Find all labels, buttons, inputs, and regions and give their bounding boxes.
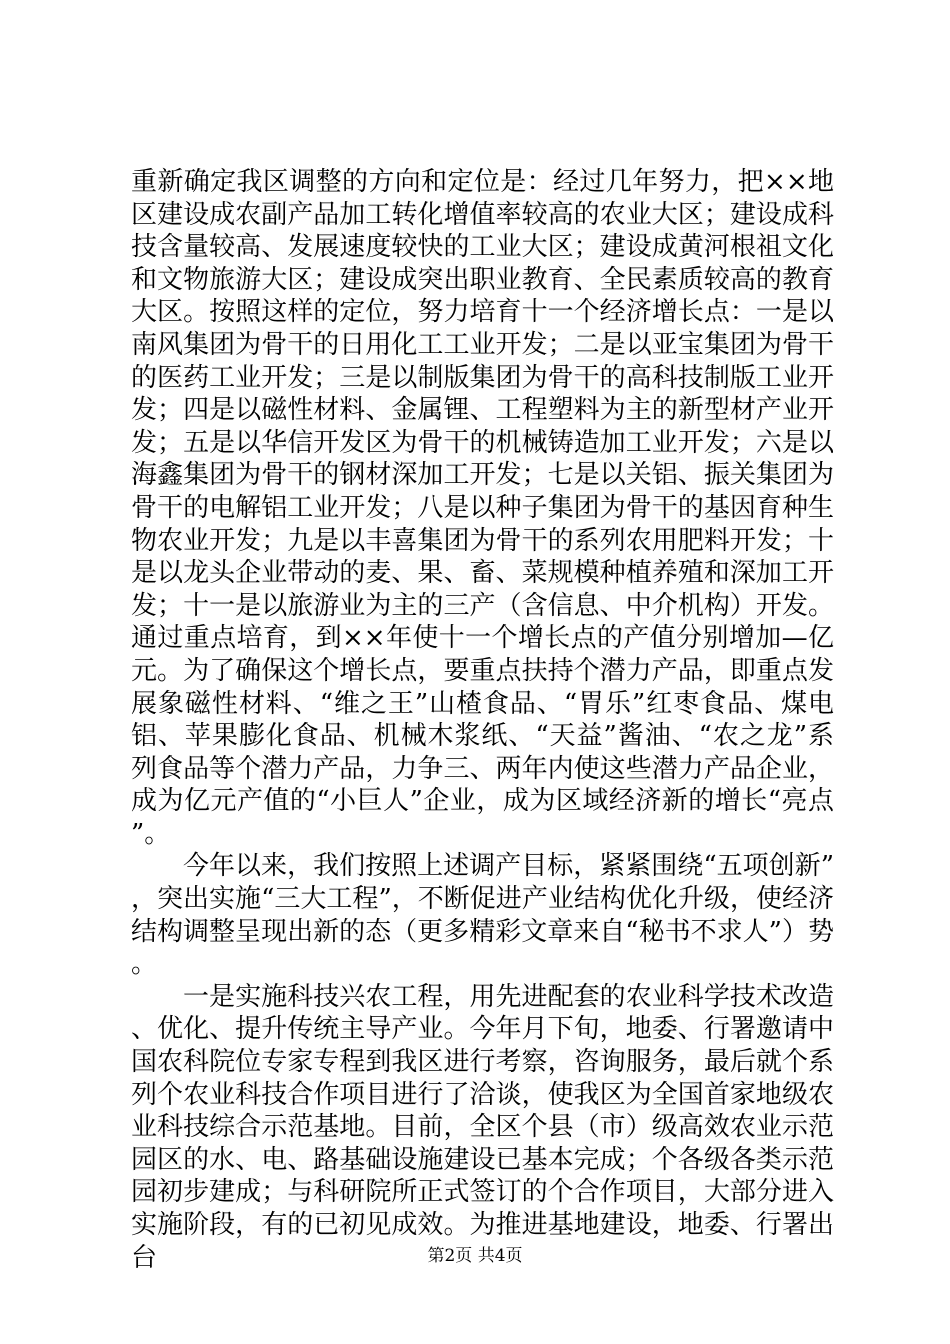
paragraph-3: 一是实施科技兴农工程，用先进配套的农业科学技术改造、优化、提升传统主导产业。今年月下旬，地委、行署邀请中国农科院位专家专程到我区进行考察，咨询服务，最后就个系列个农业科技合作项目进行了洽谈，使我区为全国首家地级农业科技综合示范基地。目前，全区个县（市）级高效农业示范园区的水、电、路基础设施建设已基本完成；个各级各类示范园初步建成；与科研院所正式签订的个合作项目，大部分进入实施阶段，有的已初见成效。为推进基地建设，地委、行署出台	[131, 981, 834, 1273]
page-number-footer: 第2页 共4页	[427, 1246, 523, 1266]
paragraph-1: 重新确定我区调整的方向和定位是：经过几年努力，把××地区建设成农副产品加工转化增值率较高的农业大区；建设成科技含量较高、发展速度较快的工业大区；建设成黄河根祖文化和文物旅游大区；建设成突出职业教育、全民素质较高的教育大区。按照这样的定位，努力培育十一个经济增长点：一是以南风集团为骨干的日用化工工业开发；二是以亚宝集团为骨干的医药工业开发；三是以制版集团为骨干的高科技制版工业开发；四是以磁性材料、金属锂、工程塑料为主的新型材产业开发；五是以华信开发区为骨干的机械铸造加工业开发；六是以海鑫集团为骨干的钢材深加工开发；七是以关铝、振关集团为骨干的电解铝工业开发；八是以种子集团为骨干的基因育种生物农业开发；九是以丰喜集团为骨干的系列农用肥料开发；十是以龙头企业带动的麦、果、畜、菜规模种植养殖和深加工开发；十一是以旅游业为主的三产（含信息、中介机构）开发。通过重点培育，到××年使十一个增长点的产值分别增加—亿元。为了确保这个增长点，要重点扶持个潜力产品，即重点发展象磁性材料、“维之王”山楂食品、“胃乐”红枣食品、煤电铝、苹果膨化食品、机械木浆纸、“天益”酱油、“农之龙”系列食品等个潜力产品，力争三、两年内使这些潜力产品企业，成为亿元产值的“小巨人”企业，成为区域经济新的增长“亮点”。	[131, 167, 834, 849]
document-body	[131, 166, 834, 1274]
paragraph-2: 今年以来，我们按照上述调产目标，紧紧围绕“五项创新”，突出实施“三大工程”，不断促进产业结构优化升级，使经济结构调整呈现出新的态（更多精彩文章来自“秘书不求人”）势。	[131, 851, 834, 980]
